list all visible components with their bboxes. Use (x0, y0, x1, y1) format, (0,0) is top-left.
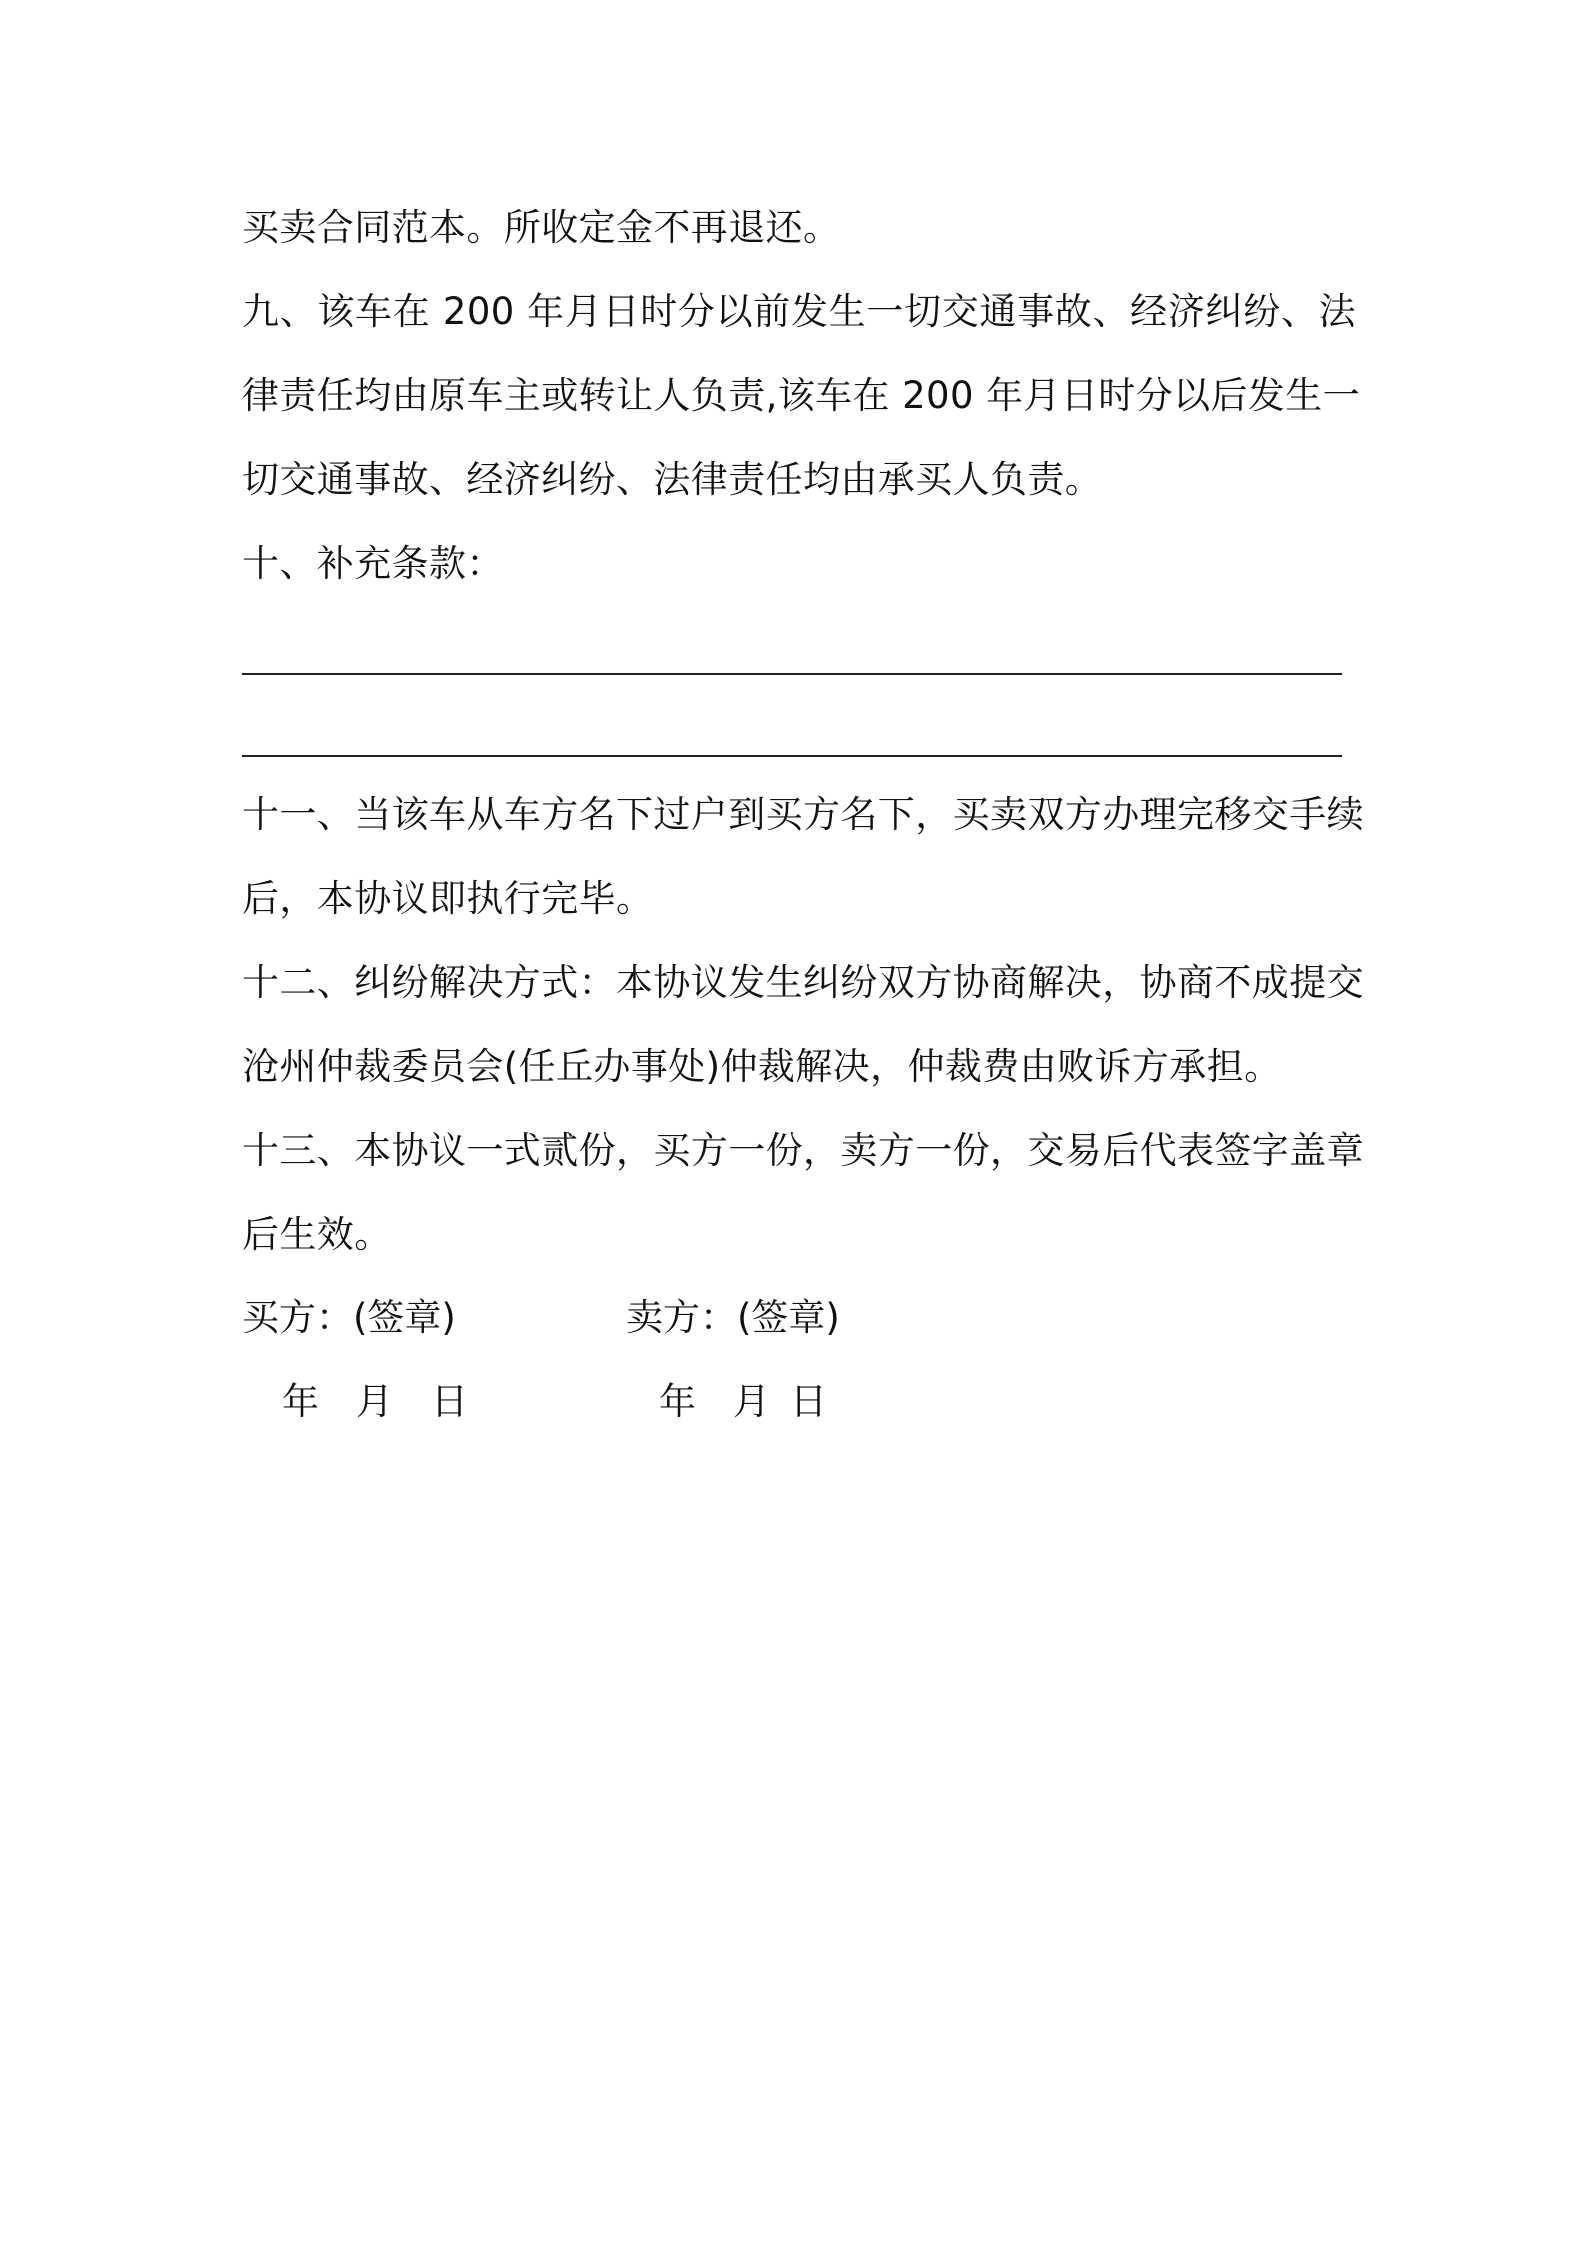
clause-13-line-1: 十三、本协议一式贰份，买方一份，卖方一份，交易后代表签字盖章 (242, 1129, 1364, 1172)
seller-signature-label: 卖方：(签章) (626, 1296, 840, 1339)
clause-9-line-3: 切交通事故、经济纠纷、法律责任均由承买人负责。 (242, 458, 1103, 501)
seller-date-day: 日 (790, 1380, 827, 1423)
clause-11-line-2: 后，本协议即执行完毕。 (242, 877, 654, 920)
buyer-date-month: 月 (356, 1380, 393, 1423)
seller-date-month: 月 (733, 1380, 770, 1423)
buyer-date-day: 日 (431, 1380, 468, 1423)
supplementary-terms-blank-line-1 (242, 673, 1342, 675)
clause-11-line-1: 十一、当该车从车方名下过户到买方名下，买卖双方办理完移交手续 (242, 793, 1364, 836)
clause-12-line-2: 沧州仲裁委员会(任丘办事处)仲裁解决，仲裁费由败诉方承担。 (242, 1045, 1282, 1088)
text-line-deposit: 买卖合同范本。所收定金不再退还。 (242, 206, 841, 249)
clause-13-line-2: 后生效。 (242, 1213, 392, 1256)
supplementary-terms-blank-line-2 (242, 755, 1342, 757)
clause-9-line-1: 九、该车在 200 年月日时分以前发生一切交通事故、经济纠纷、法 (242, 290, 1356, 333)
seller-date-year: 年 (659, 1380, 696, 1423)
clause-9-line-2: 律责任均由原车主或转让人负责,该车在 200 年月日时分以后发生一 (242, 374, 1361, 417)
clause-10-heading: 十、补充条款： (242, 542, 504, 585)
buyer-signature-label: 买方：(签章) (242, 1296, 456, 1339)
buyer-date-year: 年 (282, 1380, 319, 1423)
clause-12-line-1: 十二、纠纷解决方式：本协议发生纠纷双方协商解决，协商不成提交 (242, 961, 1364, 1004)
